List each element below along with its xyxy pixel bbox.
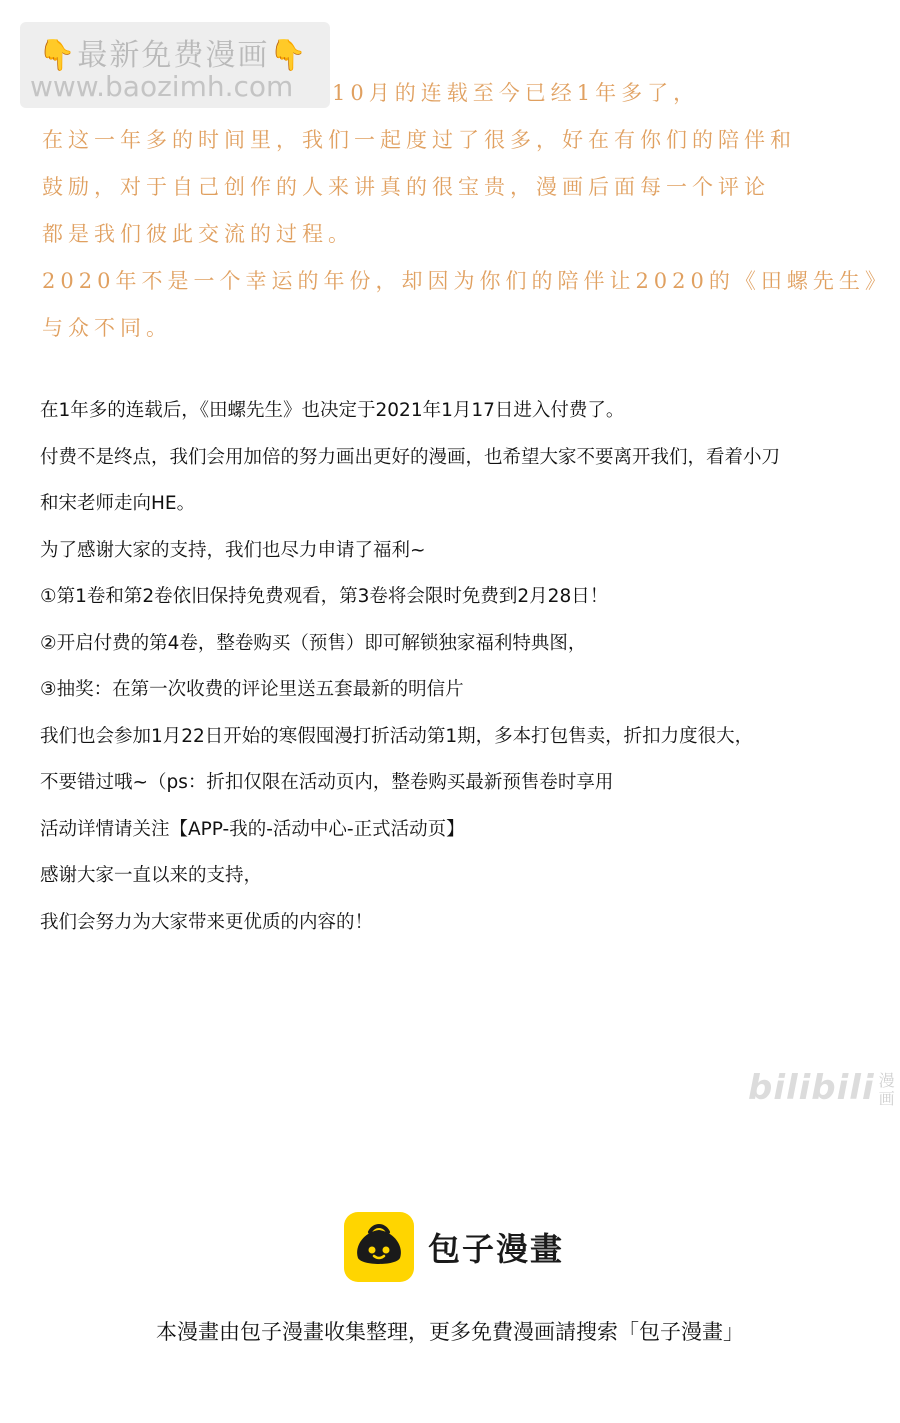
announcement-line: 不要错过哦~（ps：折扣仅限在活动页内，整卷购买最新预售卷时享用: [40, 772, 614, 793]
announcement-line: 为了感谢大家的支持，我们也尽力申请了福利~: [40, 539, 426, 561]
brand-name: 包子漫畫: [428, 1230, 565, 1268]
pointing-down-icon: 👇: [38, 38, 78, 73]
announcement-line: 活动详情请关注【APP-我的-活动中心-正式活动页】: [40, 818, 465, 840]
announcement-line: 和宋老师走向HE。: [40, 493, 196, 514]
handwritten-note: [42, 70, 891, 352]
baozi-logo-icon: [344, 1212, 414, 1282]
announcement-line: ③抽奖：在第一次收费的评论里送五套最新的明信片: [40, 679, 464, 700]
announcement-line: 我们也会参加1月22日开始的寒假囤漫打折活动第1期，多本打包售卖，折扣力度很大，: [40, 725, 754, 747]
handwritten-line: 与众不同。: [42, 316, 172, 340]
announcement-line: 我们会努力为大家带来更优质的内容的！: [40, 911, 374, 933]
announcement-line: ①第1卷和第2卷依旧保持免费观看，第3卷将会限时免费到2月28日！: [40, 586, 609, 607]
watermark-title-text: 最新免费漫画: [77, 38, 270, 73]
announcement-line: 在1年多的连载后，《田螺先生》也决定于2021年1月17日进入付费了。: [40, 400, 625, 421]
watermark-title: [38, 30, 309, 74]
bilibili-logo-word: bilibili: [748, 1068, 875, 1108]
bilibili-logo-manga: 漫画: [878, 1071, 895, 1108]
footer-note: 本漫畫由包子漫畫收集整理，更多免費漫画請搜索「包子漫畫」: [156, 1320, 744, 1344]
watermark-url: www.baozimh.com: [30, 70, 294, 103]
announcement-line: 感谢大家一直以来的支持，: [40, 865, 263, 886]
announcement-line: 付费不是终点，我们会用加倍的努力画出更好的漫画，也希望大家不要离开我们，看着小刀: [40, 446, 781, 468]
baozi-brand: [344, 1212, 564, 1282]
handwritten-line: 都是我们彼此交流的过程。: [42, 222, 354, 246]
handwritten-line: 10月的连载至今已经1年多了，: [332, 81, 700, 105]
pointing-down-icon: 👇: [269, 38, 309, 73]
announcement-body: [40, 388, 880, 946]
handwritten-line: 鼓励，对于自己创作的人来讲真的很宝贵，漫画后面每一个评论: [42, 175, 770, 199]
announcement-line: ②开启付费的第4卷，整卷购买（预售）即可解锁独家福利特典图，: [40, 632, 587, 654]
handwritten-line: 2020年不是一个幸运的年份，却因为你们的陪伴让2020的《田螺先生》: [42, 269, 891, 293]
bilibili-manga-logo: [748, 1068, 899, 1108]
handwritten-line: 在这一年多的时间里，我们一起度过了很多，好在有你们的陪伴和: [42, 128, 796, 152]
